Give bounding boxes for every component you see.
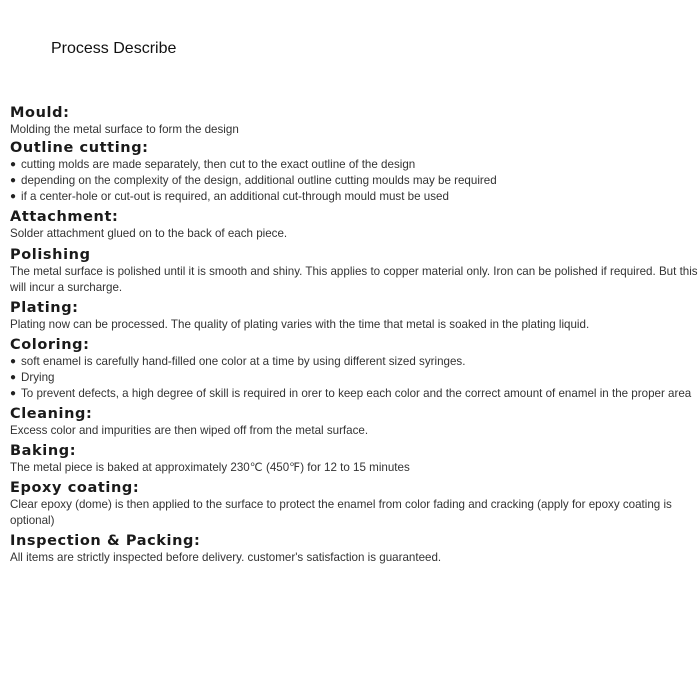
section-heading: Outline cutting: [10,140,149,156]
section-text: Excess color and impurities are then wiped off from the metal surface. [10,424,369,437]
section-text: All items are strictly inspected before delivery. customer's satisfaction is guaranteed. [10,551,442,564]
section-outline-cutting [10,139,698,205]
section-coloring [10,336,698,402]
page-title: Process Describe [51,40,177,57]
section-text: The metal surface is polished until it is smooth and shiny. This applies to copper material only. Iron can be polished if required. But this will incur a surcharge. [10,265,698,294]
section-attachment [10,208,698,242]
bullet-text: if a center-hole or cut-out is required, an additional cut-through mould must be used [21,190,449,203]
bullet-icon: ● [10,191,17,202]
bullet-item [10,157,698,173]
bullet-item [10,189,698,205]
section-heading: Baking: [10,443,77,459]
bullet-item [10,173,698,189]
section-baking [10,442,698,476]
bullet-icon: ● [10,372,17,383]
section-heading: Coloring: [10,337,90,353]
bullet-text: cutting molds are made separately, then cut to the exact outline of the design [21,158,416,171]
bullet-item [10,370,698,386]
bullet-item [10,386,698,402]
bullet-text: Drying [21,371,55,384]
section-plating [10,299,698,333]
section-polishing [10,246,698,296]
bullet-icon: ● [10,159,17,170]
section-epoxy-coating [10,479,698,529]
section-heading: Attachment: [10,209,119,225]
section-heading: Inspection & Packing: [10,533,201,549]
bullet-icon: ● [10,356,17,367]
section-text: The metal piece is baked at approximately 230℃ (450℉) for 12 to 15 minutes [10,461,410,474]
section-heading: Polishing [10,247,91,263]
section-heading: Mould: [10,105,70,121]
bullet-icon: ● [10,388,17,399]
bullet-text: depending on the complexity of the design, additional outline cutting moulds may be required [21,174,497,187]
section-heading: Cleaning: [10,406,93,422]
section-heading: Epoxy coating: [10,480,140,496]
section-mould [10,104,698,138]
bullet-text: To prevent defects, a high degree of skill is required in orer to keep each color and the correct amount of enamel in the proper area [21,387,692,400]
bullet-text: soft enamel is carefully hand-filled one color at a time by using different sized syringes. [21,355,466,368]
section-heading: Plating: [10,300,79,316]
section-text: Plating now can be processed. The quality of plating varies with the time that metal is soaked in the plating liquid. [10,318,590,331]
section-text: Clear epoxy (dome) is then applied to the surface to protect the enamel from color fading and cracking (apply for epoxy coating is optional) [10,498,672,527]
section-text: Solder attachment glued on to the back of each piece. [10,227,288,240]
bullet-item [10,354,698,370]
bullet-icon: ● [10,175,17,186]
section-text: Molding the metal surface to form the design [10,123,239,136]
section-cleaning [10,405,698,439]
process-list [10,104,698,566]
section-inspection-packing [10,532,698,566]
